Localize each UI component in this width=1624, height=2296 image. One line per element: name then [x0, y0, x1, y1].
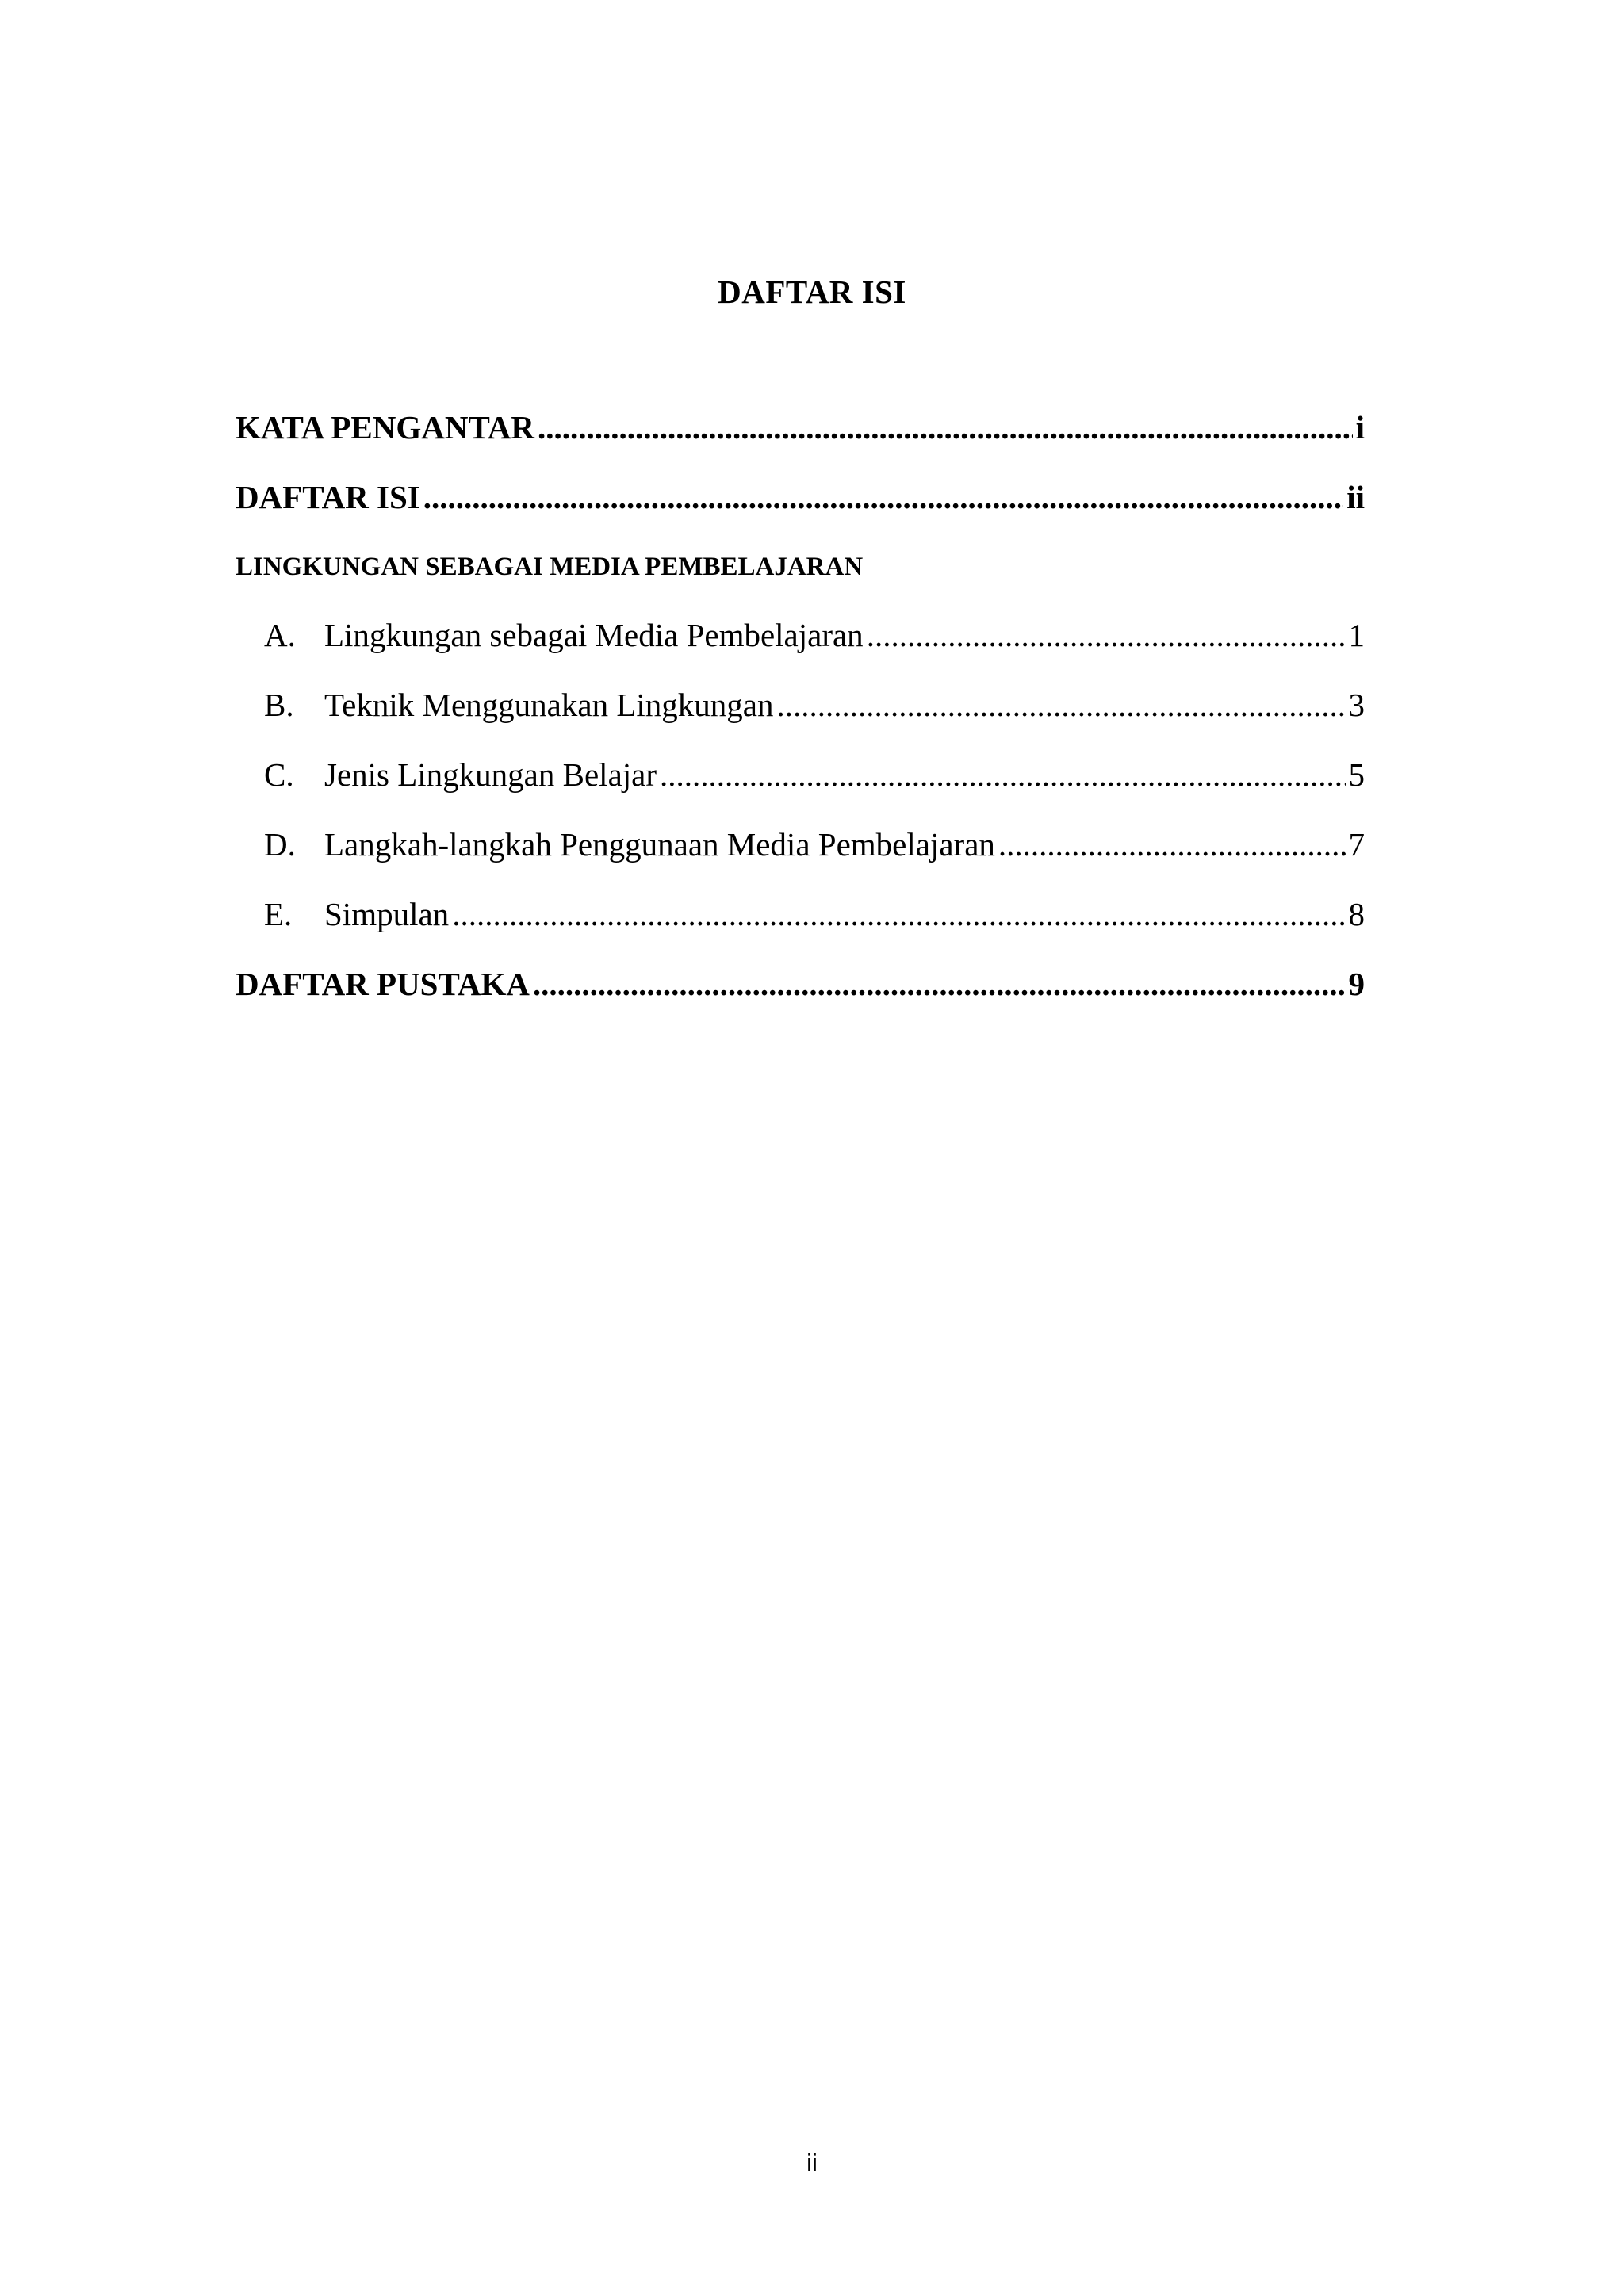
toc-section-label: LINGKUNGAN SEBAGAI MEDIA PEMBELAJARAN [236, 553, 864, 581]
toc-subentry-label: Simpulan [324, 896, 450, 932]
toc-entry-daftar-isi [236, 476, 1365, 518]
toc-entry-label: KATA PENGANTAR [236, 409, 534, 446]
toc-subentry-page: 8 [1348, 896, 1365, 932]
toc-subentry-page: 7 [1348, 826, 1365, 863]
toc-leader-dots [998, 824, 1346, 865]
toc-subentry-letter: C. [264, 756, 294, 793]
toc-entry-kata-pengantar [236, 407, 1365, 448]
toc-leader-dots [776, 684, 1345, 725]
toc-subentry-e [264, 894, 1365, 935]
toc-subentry-c [264, 754, 1365, 795]
toc-subentry-a [264, 614, 1365, 656]
toc-subentry-letter: A. [264, 617, 296, 653]
toc-subentry-page: 1 [1348, 617, 1365, 653]
toc-subentry-label: Langkah-langkah Penggunaan Media Pembelajaran [324, 826, 995, 863]
toc-subentry-letter: D. [264, 826, 296, 863]
toc-leader-dots [660, 754, 1345, 795]
toc-entry-page: i [1355, 409, 1365, 446]
toc-subentry-label: Teknik Menggunakan Lingkungan [324, 687, 774, 723]
toc-subentry-page: 5 [1348, 756, 1365, 793]
toc-subentry-b [264, 684, 1365, 725]
toc-subentry-letter: B. [264, 687, 294, 723]
toc-subentry-label: Jenis Lingkungan Belajar [324, 756, 657, 793]
toc-entry-label: DAFTAR PUSTAKA [236, 966, 530, 1002]
toc-leader-dots [538, 407, 1353, 448]
toc-entry-page: ii [1346, 479, 1365, 515]
toc-leader-dots [452, 894, 1345, 935]
toc-subentry-letter: E. [264, 896, 293, 932]
page-title: DAFTAR ISI [718, 274, 906, 310]
toc-section-heading [236, 549, 1365, 584]
toc-entry-page: 9 [1348, 966, 1365, 1002]
toc-subentry-label: Lingkungan sebagai Media Pembelajaran [324, 617, 864, 653]
toc-entry-label: DAFTAR ISI [236, 479, 420, 515]
toc-subentry-d [264, 824, 1365, 865]
toc-subentry-page: 3 [1348, 687, 1365, 723]
toc-leader-dots [533, 963, 1346, 1004]
page-number: ii [806, 2149, 818, 2176]
toc-leader-dots [423, 476, 1343, 518]
toc-entry-daftar-pustaka [236, 963, 1365, 1004]
toc-leader-dots [867, 614, 1346, 656]
